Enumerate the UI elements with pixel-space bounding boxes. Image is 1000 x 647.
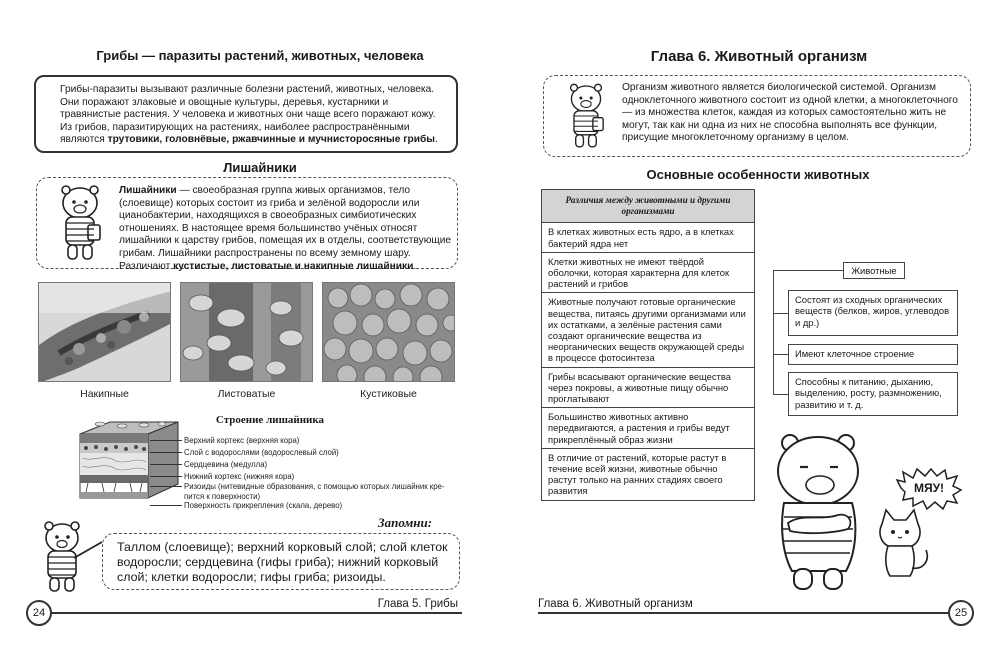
footer-divider bbox=[538, 612, 948, 614]
tree-node: Состоят из сходных органических веществ (белков, жиров, углеводов и др.) bbox=[788, 290, 958, 336]
table-row bbox=[542, 448, 755, 500]
fruticose-lichen-photo bbox=[322, 282, 455, 382]
table-row bbox=[542, 252, 755, 293]
photo-caption: Накипные bbox=[80, 388, 129, 400]
right-page-footer bbox=[538, 600, 974, 628]
tree-node: Способны к питанию, дыханию, выделению, росту, размножению, развитию и т. д. bbox=[788, 372, 958, 416]
table-header: Различия между животными и другими организмами bbox=[542, 190, 755, 223]
capybara-mascot-icon bbox=[36, 518, 104, 598]
chapter-title: Глава 6. Животный организм bbox=[650, 48, 868, 65]
lichens-types: кустистые, листоватые и накипные лишайники bbox=[173, 260, 414, 272]
speech-bubble bbox=[895, 468, 963, 510]
tree-node-root: Животные bbox=[843, 262, 905, 279]
table-cell: В клетках животных есть ядро, а в клетках бактерий ядра нет bbox=[542, 223, 755, 252]
tree-connector bbox=[773, 394, 788, 395]
left-page-footer bbox=[26, 600, 462, 628]
table-cell: Большинство животных активно передвигаются, а растения и грибы ведут прикреплённый образ жизни bbox=[542, 408, 755, 449]
table-row bbox=[542, 408, 755, 449]
footer-chapter: Глава 5. Грибы bbox=[374, 598, 458, 610]
table-row bbox=[542, 293, 755, 367]
layer-label-lower-cortex: Нижний кортекс (нижняя кора) bbox=[184, 472, 295, 481]
lichens-info-box bbox=[36, 177, 458, 272]
cat-icon bbox=[872, 506, 934, 580]
layer-label-rhizoids: Ризоиды (нитевидные образования, с помощью которых лишайник кре- bbox=[184, 482, 445, 491]
tree-connector bbox=[773, 270, 774, 394]
table-row bbox=[542, 367, 755, 408]
table-header-row bbox=[542, 190, 755, 223]
lichen-structure-title: Строение лишайника bbox=[215, 414, 325, 426]
layer-label-upper-cortex: Верхний кортекс (верхняя кора) bbox=[184, 436, 300, 445]
table-cell: Клетки животных не имеют твёрдой оболочки, которая характерна для клеток растений и грибов bbox=[542, 252, 755, 293]
table-cell: Грибы всасывают органические вещества через покровы, а животные пищу обычно проглатывают bbox=[542, 367, 755, 408]
meow-text: МЯУ! bbox=[913, 481, 945, 495]
intro-box bbox=[34, 75, 458, 153]
chapter-intro-box bbox=[543, 75, 971, 157]
tree-connector bbox=[773, 270, 843, 271]
crustose-lichen-photo bbox=[38, 282, 171, 382]
intro-text: Грибы-паразиты вызывают различные болезни растений, животных, человека. Они поражают злаковые и овощные культуры, деревья, кустарники и травянистые растения. У человека и животных они чаще всего поражают кожу. Из грибов, паразитирующих на растениях, наиболее распространёнными являются bbox=[60, 84, 436, 146]
lichens-text bbox=[119, 185, 453, 273]
layer-label-medulla: Сердцевина (медулла) bbox=[184, 460, 268, 469]
remember-text: Таллом (слоевище); верхний корковый слой; слой клеток водоросли; сердцевина (гифы гриба); нижний корковый слой; клетки водоросли; гифы гриба; ризоиды. bbox=[117, 540, 448, 584]
section-title-features: Основные особенности животных bbox=[646, 167, 870, 182]
foliose-lichen-photo bbox=[180, 282, 313, 382]
table-cell: В отличие от растений, которые растут в течение всей жизни, животные обычно растут только на ранних стадиях своего развития bbox=[542, 448, 755, 500]
capybara-mascot-icon bbox=[51, 181, 109, 265]
page-number: 24 bbox=[26, 600, 52, 626]
capybara-mascot-icon bbox=[558, 80, 614, 152]
layer-label-rhizoids-cont: пится к поверхности) bbox=[184, 492, 261, 501]
page-number: 25 bbox=[948, 600, 974, 626]
chapter-intro-text: Организм животного является биологической системой. Организм одноклеточного животного состоит из одной клетки, а многоклеточного — из множества клеток, каждая из которых самостоятельно жить не могут, так как ни одна из них не способна выполнять все функции, присущие многоклеточному организму в целом. bbox=[622, 82, 958, 144]
table-row bbox=[542, 223, 755, 252]
layer-label-algae: Слой с водорослями (водорослевый слой) bbox=[184, 448, 339, 457]
footer-chapter: Глава 6. Животный организм bbox=[538, 598, 697, 610]
capybara-mascot-icon bbox=[768, 425, 880, 595]
lichen-cross-section-illustration bbox=[78, 418, 180, 503]
lichens-term: Лишайники bbox=[119, 185, 177, 196]
footer-divider bbox=[52, 612, 462, 614]
page-title: Грибы — паразиты растений, животных, человека bbox=[96, 48, 424, 63]
tree-connector bbox=[773, 354, 788, 355]
layer-label-substrate: Поверхность прикрепления (скала, дерево) bbox=[184, 501, 343, 510]
remember-box bbox=[102, 533, 460, 590]
lichens-end: . bbox=[413, 260, 417, 272]
tree-connector bbox=[773, 313, 788, 314]
tree-node: Имеют клеточное строение bbox=[788, 344, 958, 365]
photo-caption: Кустиковые bbox=[360, 388, 417, 400]
photo-caption: Листоватые bbox=[217, 388, 276, 400]
lichens-body: — своеобразная группа живых организмов, тело (слоевище) которых состоит из гриба и зелёной водоросли или цианобактерии, находящихся в своеобразных симбиотических отношениях. В настоящее время большинство учёных относят лишайники к царству грибов, помещая их в отделы, соответствующие грибам. Лишайники распространены по всему земному шару. Различают bbox=[119, 185, 452, 272]
remember-label: Запомни: bbox=[378, 515, 433, 530]
table-cell: Животные получают готовые органические вещества, питаясь другими организмами или их остатками, а зелёные растения сами создают органические вещества из неорганических веществ окружающей среды в процессе фотосинтеза bbox=[542, 293, 755, 367]
section-title-lichens: Лишайники bbox=[223, 160, 297, 175]
differences-table bbox=[541, 189, 755, 501]
intro-end: . bbox=[434, 134, 438, 146]
intro-bold-text: трутовики, головнёвые, ржавчинные и мучнисторосяные грибы bbox=[107, 134, 435, 146]
